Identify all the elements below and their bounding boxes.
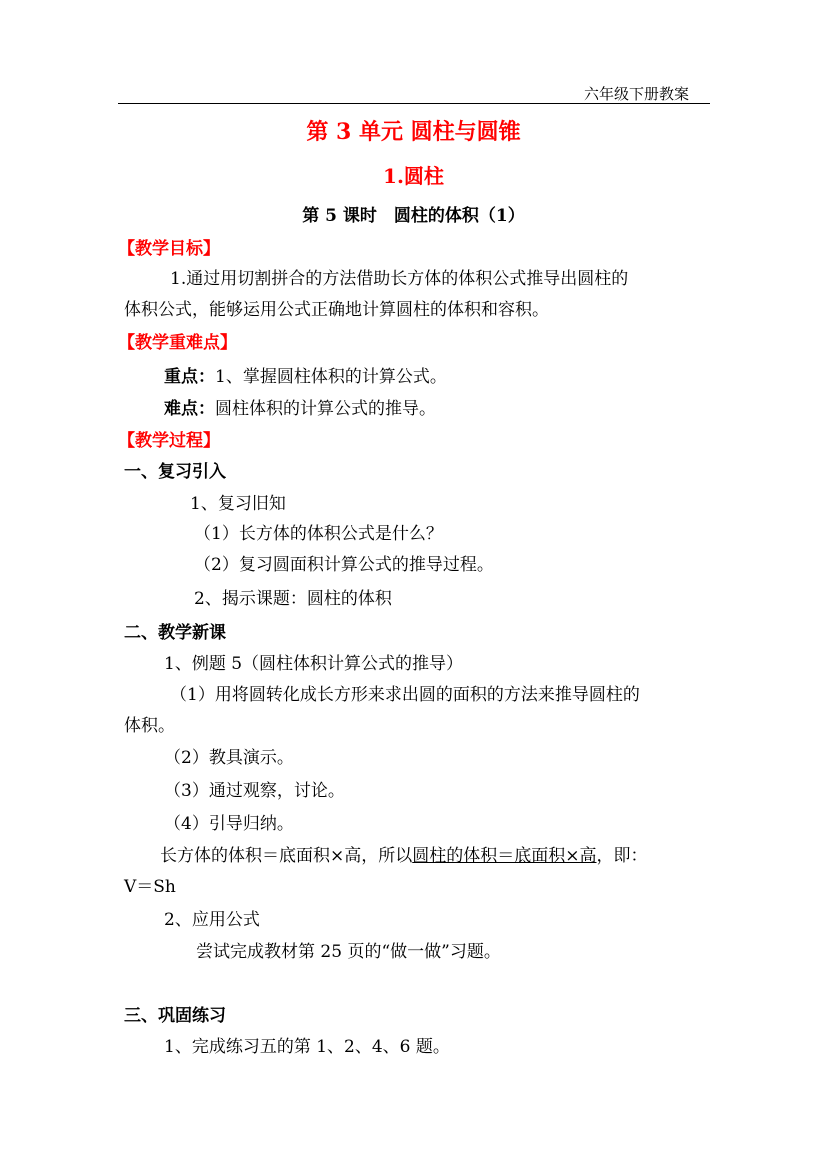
key-text: 1、掌握圆柱体积的计算公式。 [215,367,447,387]
part2-step3: （3）通过观察，讨论。 [164,781,345,801]
formula-line [160,841,648,866]
part3-item1: 1、完成练习五的第 1、2、4、6 题。 [164,1037,450,1057]
formula-part-c: ，即： [596,846,648,866]
process-heading: 【教学过程】 [118,431,220,451]
goal-line-1: 1.通过用切割拼合的方法借助长方体的体积公式推导出圆柱的 [170,269,629,289]
part1-heading: 一、复习引入 [124,462,226,482]
unit-title: 第 3 单元 圆柱与圆锥 [306,119,521,145]
formula-line-2: V＝Sh [124,877,176,897]
part3-heading: 三、巩固练习 [124,1006,226,1026]
part2-item1: 1、例题 5（圆柱体积计算公式的推导） [164,654,464,674]
goals-heading: 【教学目标】 [118,239,220,259]
part2-heading: 二、教学新课 [124,623,226,643]
lesson-title: 第 5 课时 圆柱的体积（1） [302,206,525,226]
diff-label: 难点： [164,399,215,419]
part2-step1-line1: （1）用将圆转化成长方形来求出圆的面积的方法来推导圆柱的 [170,685,640,705]
part2-item2: 2、应用公式 [164,910,260,930]
diff-text: 圆柱体积的计算公式的推导。 [215,399,436,419]
part1-item2: 2、揭示课题：圆柱的体积 [194,589,392,609]
part1-q1: （1）长方体的体积公式是什么？ [194,524,443,544]
part2-step4: （4）引导归纳。 [164,814,294,834]
formula-part-a: 长方体的体积＝底面积×高，所以 [160,846,413,866]
section-title: 1.圆柱 [383,164,444,188]
formula-underlined: 圆柱的体积＝底面积×高 [412,846,597,866]
part2-step1-line2: 体积。 [124,716,175,736]
key-point-row [164,362,447,387]
header-text: 六年级下册教案 [584,85,690,103]
header-rule [118,103,710,104]
part2-apply-text: 尝试完成教材第 25 页的“做一做”习题。 [196,942,501,962]
part2-step2: （2）教具演示。 [164,748,294,768]
key-label: 重点： [164,367,215,387]
key-points-heading: 【教学重难点】 [118,333,237,353]
difficulty-row [164,394,436,419]
goal-line-2: 体积公式，能够运用公式正确地计算圆柱的体积和容积。 [124,300,549,320]
part1-q2: （2）复习圆面积计算公式的推导过程。 [194,555,494,575]
part1-item1: 1、复习旧知 [190,494,286,514]
